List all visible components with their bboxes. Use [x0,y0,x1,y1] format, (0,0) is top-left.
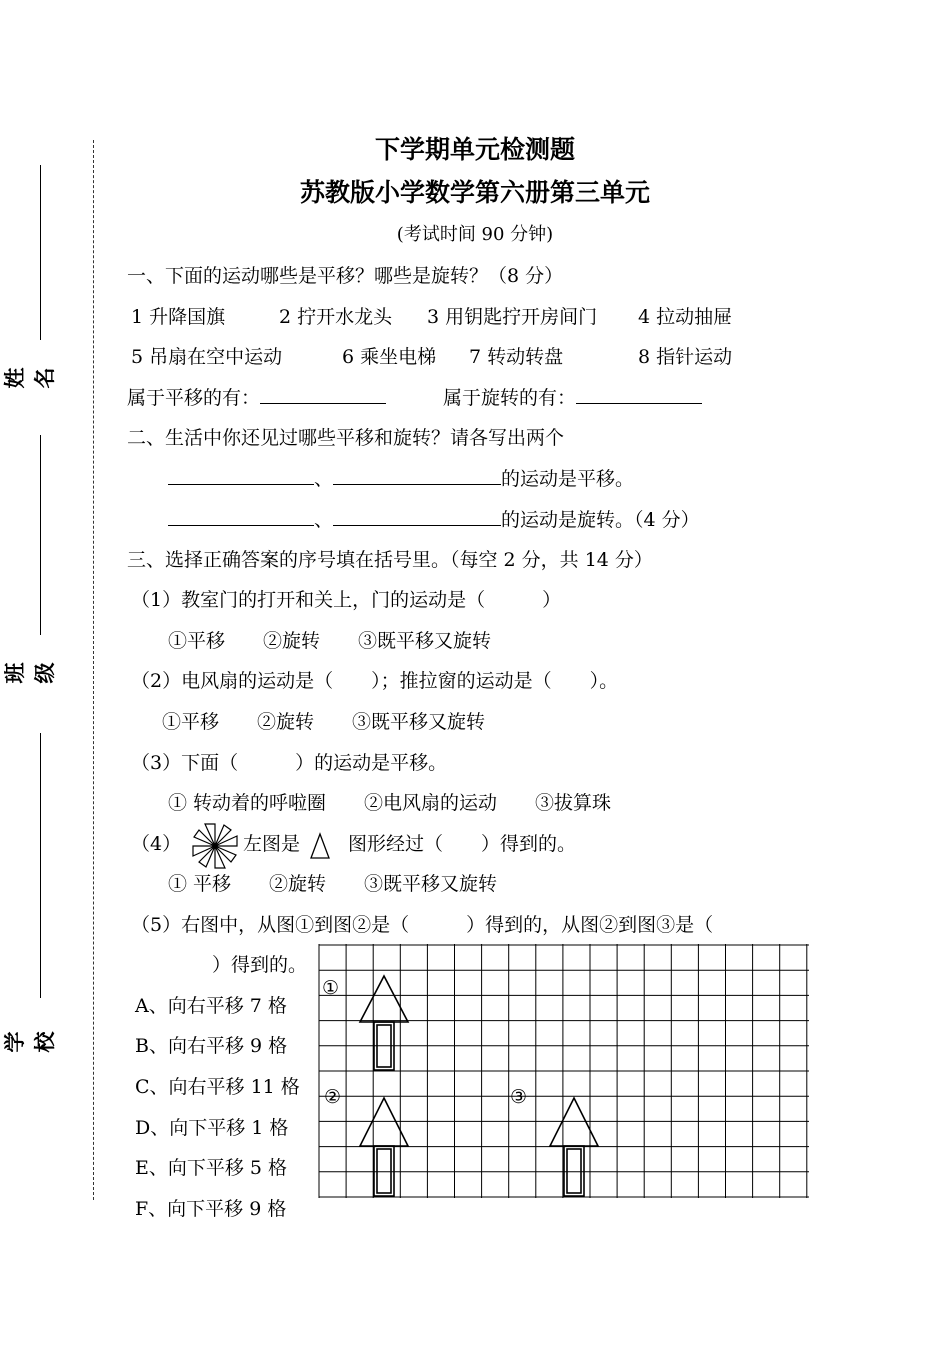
q3-p5-choice-b: B、向右平移 9 格 [135,1035,288,1057]
q1-rotation-blank[interactable] [576,385,702,404]
fig-label-1: ① [322,977,340,999]
q2-sep-1: 、 [314,468,334,490]
q3-p5-choice-a: A、向右平移 7 格 [135,995,287,1017]
q3-p5-line2: ）得到的。 [212,954,308,976]
q1-item-7: 7 转动转盘 [469,346,564,368]
fig-label-2: ② [324,1086,342,1108]
fig-label-3: ③ [510,1086,528,1108]
page-title: 下学期单元检测题 [374,135,575,164]
triangle-figure [308,832,332,860]
q3-p3: （3）下面（ ）的运动是平移。 [131,752,448,774]
q3-p5-choice-d: D、向下平移 1 格 [135,1117,289,1139]
q3-p4-prefix: （4） [131,833,182,855]
pinwheel-figure [191,822,239,870]
q1-heading: 一、下面的运动哪些是平移？哪些是旋转？（8 分） [127,265,564,287]
q3-p1: （1）教室门的打开和关上，门的运动是（ ） [131,589,562,611]
q3-p1-options: ①平移 ②旋转 ③既平移又旋转 [168,630,492,652]
q2-blank-1[interactable] [168,466,314,485]
q1-translation-row [127,383,386,410]
q2-blank-2[interactable] [333,466,501,485]
q1-item-3: 3 用钥匙拧开房间门 [427,306,598,328]
q1-item-6: 6 乘坐电梯 [342,346,437,368]
q1-rotation-row [443,383,702,410]
class-label: 班级 [3,662,57,684]
q2-line-2 [168,505,700,532]
q3-p5-line1: （5）右图中，从图①到图②是（ ）得到的，从图②到图③是（ [131,914,714,936]
q1-item-4: 4 拉动抽屉 [638,306,733,328]
school-label: 学校 [3,1031,57,1053]
q2-sep-2: 、 [314,509,334,531]
q3-heading: 三、选择正确答案的序号填在括号里。（每空 2 分，共 14 分） [127,549,653,571]
q2-line1-suffix: 的运动是平移。 [501,468,635,490]
time-note: (考试时间 90 分钟) [396,224,554,245]
q1-translation-blank[interactable] [260,385,386,404]
q1-item-5: 5 吊扇在空中运动 [131,346,283,368]
q3-p2: （2）电风扇的运动是（ ）；推拉窗的运动是（ ）。 [131,670,619,692]
q2-line2-suffix: 的运动是旋转。（4 分） [501,509,700,531]
q1-rotation-label: 属于旋转的有： [443,387,577,409]
school-line [40,733,41,998]
q2-line-1 [168,464,634,491]
q3-p4-mid: 左图是 [243,833,301,855]
q3-p5-choice-c: C、向右平移 11 格 [135,1076,300,1098]
page-subtitle: 苏教版小学数学第六册第三单元 [299,178,650,207]
q1-item-1: 1 升降国旗 [131,306,226,328]
q1-translation-label: 属于平移的有： [127,387,261,409]
q3-p2-options: ①平移 ②旋转 ③既平移又旋转 [162,711,486,733]
q3-p5-choice-e: E、向下平移 5 格 [135,1157,288,1179]
q3-p4-suffix: 图形经过（ ）得到的。 [348,833,577,855]
q1-item-8: 8 指针运动 [638,346,733,368]
q3-p4-options: ① 平移 ②旋转 ③既平移又旋转 [168,873,498,895]
class-line [40,435,41,635]
q2-heading: 二、生活中你还见过哪些平移和旋转？请各写出两个 [127,427,565,449]
q3-p5-choice-f: F、向下平移 9 格 [135,1198,287,1220]
arrow-grid-figure [318,944,812,1200]
q2-blank-3[interactable] [168,507,314,526]
q1-item-2: 2 拧开水龙头 [279,306,393,328]
binding-dashed-line [93,140,94,1200]
q3-p3-options: ① 转动着的呼啦圈 ②电风扇的运动 ③拔算珠 [168,792,612,814]
q2-blank-4[interactable] [333,507,501,526]
name-label: 姓名 [3,367,57,389]
